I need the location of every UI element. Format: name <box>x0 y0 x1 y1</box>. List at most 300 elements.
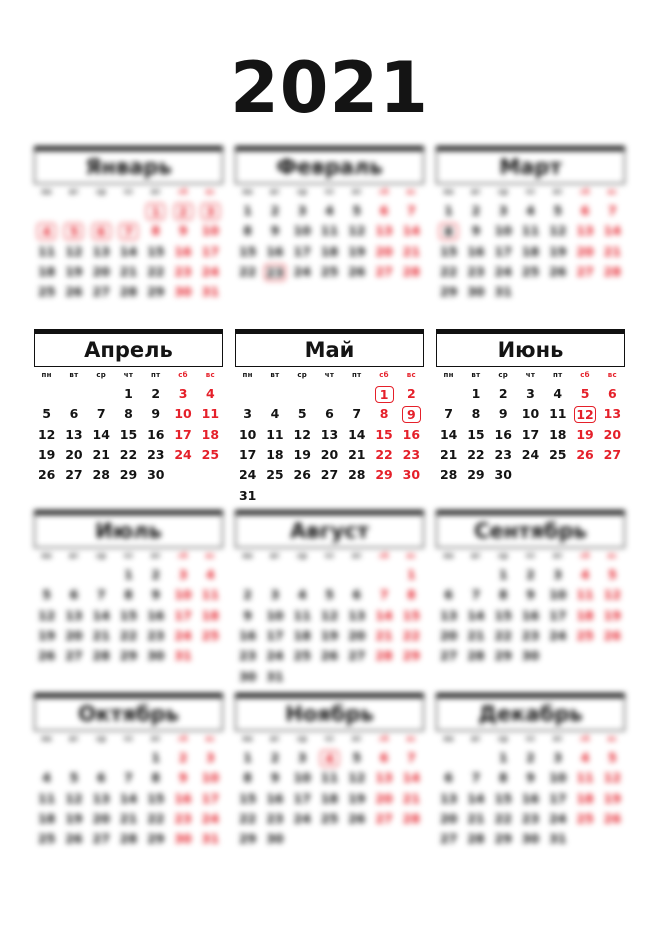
empty-cell <box>261 565 288 585</box>
day-cell: 19 <box>37 628 56 644</box>
month-name: Июль <box>95 519 162 543</box>
day-cell: 17 <box>174 426 192 442</box>
empty-cell <box>115 748 142 768</box>
month-block <box>33 146 224 302</box>
day-cell: 14 <box>92 426 110 442</box>
holiday-marker: 5 <box>64 223 83 240</box>
weekday-label: сб <box>379 552 389 560</box>
day-cell: 8 <box>498 770 508 786</box>
day-cell: 1 <box>243 203 252 219</box>
empty-cell <box>462 748 489 768</box>
day-cell: 22 <box>147 264 165 280</box>
day-cell: 12 <box>37 426 56 442</box>
day-cell: 2 <box>151 386 161 402</box>
weekday-header <box>234 367 425 383</box>
day-cell: 30 <box>266 831 284 847</box>
day-cell: 29 <box>467 467 485 483</box>
days-grid <box>435 383 626 485</box>
day-cell: 27 <box>375 264 393 280</box>
day-cell: 12 <box>603 587 622 603</box>
day-cell: 31 <box>549 831 567 847</box>
day-cell: 9 <box>270 770 280 786</box>
month-name: Декабрь <box>478 702 583 726</box>
day-cell: 8 <box>407 587 416 603</box>
empty-cell <box>234 384 261 404</box>
day-cell: 12 <box>348 223 366 239</box>
weekday-label: чт <box>123 188 134 196</box>
month-name: Май <box>304 338 355 362</box>
month-block <box>33 693 224 849</box>
holiday-marker: 6 <box>92 223 111 240</box>
day-cell: 15 <box>402 607 421 623</box>
day-cell: 15 <box>439 243 458 259</box>
day-cell: 16 <box>174 790 192 806</box>
weekday-label: вс <box>607 552 617 560</box>
day-cell: 28 <box>439 467 458 483</box>
day-cell: 13 <box>439 607 458 623</box>
empty-cell <box>343 565 370 585</box>
day-cell: 3 <box>553 567 563 583</box>
day-cell: 10 <box>549 770 567 786</box>
day-cell: 12 <box>549 223 567 239</box>
day-cell: 15 <box>375 426 393 442</box>
empty-cell <box>88 201 115 221</box>
day-cell: 11 <box>266 426 284 442</box>
day-cell: 20 <box>348 628 366 644</box>
weekday-label: вс <box>607 371 617 379</box>
day-cell: 15 <box>467 426 485 442</box>
year-title: 2021 <box>230 47 429 129</box>
empty-cell <box>60 565 87 585</box>
day-cell: 1 <box>498 750 508 766</box>
day-cell: 25 <box>37 284 56 300</box>
empty-cell <box>435 748 462 768</box>
day-cell: 5 <box>69 770 79 786</box>
weekday-header <box>435 731 626 747</box>
day-cell: 12 <box>603 770 622 786</box>
day-cell: 16 <box>266 243 284 259</box>
days-grid <box>234 747 425 849</box>
day-cell: 29 <box>119 467 138 483</box>
day-cell: 11 <box>576 587 594 603</box>
empty-cell <box>88 748 115 768</box>
empty-cell <box>435 384 462 404</box>
weekday-label: ср <box>96 371 107 379</box>
day-cell: 10 <box>521 406 540 422</box>
month-block <box>435 510 626 666</box>
day-cell: 1 <box>151 750 161 766</box>
day-cell: 9 <box>243 607 252 623</box>
day-cell: 19 <box>348 790 366 806</box>
month-block <box>33 510 224 666</box>
day-cell: 18 <box>320 790 339 806</box>
day-cell: 20 <box>92 811 110 827</box>
days-grid <box>234 383 425 506</box>
day-cell: 27 <box>92 284 110 300</box>
day-cell: 11 <box>37 790 56 806</box>
empty-cell <box>462 565 489 585</box>
day-cell: 4 <box>270 406 280 422</box>
day-cell: 29 <box>402 648 421 664</box>
day-cell: 28 <box>603 264 622 280</box>
day-cell: 1 <box>471 386 481 402</box>
day-cell: 6 <box>444 587 453 603</box>
weekday-label: чт <box>525 188 536 196</box>
day-cell <box>88 221 115 241</box>
empty-cell <box>370 565 397 585</box>
day-cell: 23 <box>266 811 284 827</box>
holiday-marker: 4 <box>320 750 339 767</box>
day-cell: 13 <box>603 406 622 422</box>
day-cell: 24 <box>521 447 540 463</box>
weekday-label: сб <box>580 552 590 560</box>
day-cell: 18 <box>201 607 220 623</box>
day-cell: 18 <box>293 628 311 644</box>
days-grid <box>435 747 626 849</box>
weekday-label: чт <box>123 735 134 743</box>
weekday-label: пт <box>151 735 161 743</box>
day-cell: 13 <box>375 223 393 239</box>
weekday-label: пн <box>242 371 253 379</box>
day-cell: 25 <box>37 831 56 847</box>
day-cell: 13 <box>348 607 366 623</box>
weekday-label: вт <box>270 188 280 196</box>
day-cell: 22 <box>147 811 165 827</box>
weekday-header <box>435 184 626 200</box>
weekday-label: сб <box>178 735 188 743</box>
day-cell: 23 <box>467 264 485 280</box>
month-name: Август <box>290 519 369 543</box>
day-cell: 3 <box>297 203 307 219</box>
day-cell: 8 <box>379 406 389 422</box>
day-cell: 1 <box>243 750 252 766</box>
day-cell: 30 <box>521 648 540 664</box>
day-cell: 31 <box>494 284 512 300</box>
day-cell: 15 <box>119 426 138 442</box>
day-cell: 5 <box>580 386 590 402</box>
weekday-header <box>234 184 425 200</box>
month-block <box>435 146 626 302</box>
day-cell: 25 <box>576 628 594 644</box>
day-cell: 30 <box>494 467 512 483</box>
day-cell: 22 <box>494 811 512 827</box>
day-cell: 25 <box>201 628 220 644</box>
month-header <box>436 329 625 367</box>
empty-cell <box>33 565 60 585</box>
month-block <box>435 329 626 485</box>
day-cell: 31 <box>201 831 220 847</box>
day-cell: 10 <box>293 770 311 786</box>
weekday-label: пт <box>352 371 362 379</box>
month-name: Ноябрь <box>285 702 374 726</box>
day-cell: 20 <box>375 243 393 259</box>
day-cell: 6 <box>608 386 617 402</box>
month-block <box>234 146 425 282</box>
day-cell: 21 <box>119 811 138 827</box>
day-cell: 4 <box>297 587 307 603</box>
empty-cell <box>289 384 316 404</box>
day-cell: 2 <box>178 750 188 766</box>
day-cell: 19 <box>576 426 594 442</box>
day-cell: 14 <box>348 426 366 442</box>
day-cell: 18 <box>549 426 567 442</box>
weekday-label: вт <box>69 552 79 560</box>
weekday-label: вс <box>406 371 416 379</box>
month-block <box>33 329 224 485</box>
day-cell: 1 <box>444 203 453 219</box>
month-header <box>34 510 223 548</box>
day-cell: 29 <box>494 648 512 664</box>
day-cell: 23 <box>147 447 165 463</box>
weekday-label: пн <box>242 552 253 560</box>
day-cell: 28 <box>119 284 138 300</box>
day-cell: 13 <box>65 607 83 623</box>
weekday-label: ср <box>297 188 308 196</box>
day-cell: 22 <box>119 628 138 644</box>
day-cell: 17 <box>549 790 567 806</box>
weekday-label: пт <box>151 188 161 196</box>
day-cell: 19 <box>603 790 622 806</box>
day-cell: 18 <box>576 607 594 623</box>
day-cell: 2 <box>407 386 416 402</box>
day-cell: 18 <box>320 243 339 259</box>
day-cell: 24 <box>549 811 567 827</box>
day-cell: 21 <box>92 447 110 463</box>
day-cell: 4 <box>526 203 535 219</box>
weekday-label: ср <box>498 188 509 196</box>
day-cell: 7 <box>124 770 133 786</box>
day-cell: 24 <box>201 811 220 827</box>
weekday-label: вт <box>69 371 79 379</box>
day-cell: 14 <box>119 243 138 259</box>
day-cell: 25 <box>201 447 220 463</box>
weekday-header <box>234 548 425 564</box>
day-cell <box>60 221 87 241</box>
day-cell: 21 <box>348 447 366 463</box>
day-cell: 24 <box>174 628 192 644</box>
day-cell: 24 <box>238 467 257 483</box>
weekday-label: вс <box>406 552 416 560</box>
empty-cell <box>435 565 462 585</box>
day-cell: 5 <box>352 203 362 219</box>
day-cell: 23 <box>147 628 165 644</box>
day-cell: 10 <box>494 223 512 239</box>
day-cell: 13 <box>320 426 339 442</box>
day-cell: 17 <box>521 426 540 442</box>
holiday-marker: 2 <box>174 203 193 220</box>
day-cell: 20 <box>439 811 458 827</box>
day-cell: 30 <box>467 284 485 300</box>
day-cell: 6 <box>69 406 79 422</box>
holiday-marker: 8 <box>439 223 458 240</box>
month-name: Октябрь <box>78 702 179 726</box>
weekday-label: сб <box>178 552 188 560</box>
weekday-label: пт <box>553 735 563 743</box>
month-header <box>34 693 223 731</box>
day-cell: 23 <box>494 447 512 463</box>
day-cell <box>169 201 196 221</box>
holiday-marker: 9 <box>402 406 421 423</box>
day-cell: 4 <box>325 203 334 219</box>
day-cell: 19 <box>549 243 567 259</box>
weekday-label: чт <box>525 552 536 560</box>
day-cell: 9 <box>471 223 481 239</box>
day-cell: 30 <box>521 831 540 847</box>
month-name: Июнь <box>497 338 564 362</box>
day-cell: 27 <box>320 467 339 483</box>
day-cell: 16 <box>521 607 540 623</box>
day-cell: 16 <box>402 426 421 442</box>
day-cell: 21 <box>119 264 138 280</box>
weekday-label: вт <box>471 188 481 196</box>
weekday-label: ср <box>297 735 308 743</box>
day-cell: 25 <box>266 467 284 483</box>
day-cell: 25 <box>320 264 339 280</box>
weekday-label: вт <box>69 735 79 743</box>
day-cell: 13 <box>65 426 83 442</box>
day-cell: 19 <box>603 607 622 623</box>
day-cell: 9 <box>151 406 161 422</box>
empty-cell <box>316 565 343 585</box>
holiday-marker: 3 <box>201 203 220 220</box>
day-cell: 8 <box>471 406 481 422</box>
day-cell: 6 <box>580 203 590 219</box>
day-cell: 15 <box>494 607 512 623</box>
day-cell: 13 <box>92 790 110 806</box>
day-cell: 5 <box>42 406 51 422</box>
holiday-marker: 12 <box>576 406 594 422</box>
day-cell: 24 <box>494 264 512 280</box>
day-cell: 9 <box>178 770 188 786</box>
day-cell: 11 <box>320 223 339 239</box>
weekday-header <box>435 548 626 564</box>
day-cell: 19 <box>348 243 366 259</box>
day-cell: 1 <box>124 386 133 402</box>
month-header <box>34 146 223 184</box>
day-cell: 29 <box>439 284 458 300</box>
empty-cell <box>88 565 115 585</box>
day-cell: 6 <box>325 406 334 422</box>
weekday-label: пт <box>553 371 563 379</box>
day-cell: 4 <box>580 750 590 766</box>
day-cell: 6 <box>379 203 389 219</box>
day-cell: 15 <box>494 790 512 806</box>
day-cell: 18 <box>201 426 220 442</box>
day-cell: 3 <box>243 406 252 422</box>
day-cell: 2 <box>526 750 535 766</box>
weekday-label: вт <box>270 552 280 560</box>
day-cell: 30 <box>147 467 165 483</box>
day-cell: 11 <box>293 607 311 623</box>
day-cell: 26 <box>37 648 56 664</box>
day-cell: 20 <box>375 790 393 806</box>
day-cell: 3 <box>553 750 563 766</box>
day-cell: 5 <box>608 750 617 766</box>
day-cell: 24 <box>549 628 567 644</box>
day-cell: 21 <box>467 811 485 827</box>
weekday-label: ср <box>498 552 509 560</box>
weekday-label: пт <box>352 552 362 560</box>
day-cell: 4 <box>206 567 215 583</box>
weekday-label: ср <box>498 371 509 379</box>
empty-cell <box>60 384 87 404</box>
day-cell: 16 <box>467 243 485 259</box>
days-grid <box>234 564 425 687</box>
day-cell: 18 <box>266 447 284 463</box>
day-cell: 23 <box>174 811 192 827</box>
day-cell: 26 <box>293 467 311 483</box>
day-cell: 14 <box>375 607 393 623</box>
day-cell: 13 <box>92 243 110 259</box>
day-cell: 5 <box>297 406 307 422</box>
day-cell: 7 <box>407 203 416 219</box>
weekday-header <box>435 367 626 383</box>
day-cell: 18 <box>37 811 56 827</box>
weekday-label: пт <box>352 735 362 743</box>
day-cell: 4 <box>206 386 215 402</box>
day-cell: 1 <box>124 567 133 583</box>
weekday-label: вс <box>406 735 416 743</box>
weekday-label: вт <box>270 371 280 379</box>
weekday-label: пт <box>553 552 563 560</box>
day-cell: 22 <box>494 628 512 644</box>
day-cell: 17 <box>201 790 220 806</box>
day-cell: 9 <box>526 587 535 603</box>
weekday-label: пн <box>242 735 253 743</box>
day-cell: 28 <box>348 467 366 483</box>
day-cell: 26 <box>37 467 56 483</box>
day-cell: 15 <box>147 790 165 806</box>
day-cell: 2 <box>270 750 280 766</box>
day-cell: 17 <box>201 243 220 259</box>
day-cell: 12 <box>320 607 339 623</box>
day-cell: 20 <box>439 628 458 644</box>
day-cell: 26 <box>603 628 622 644</box>
day-cell: 23 <box>521 811 540 827</box>
day-cell: 19 <box>65 811 83 827</box>
day-cell: 14 <box>402 770 421 786</box>
day-cell <box>33 221 60 241</box>
weekday-header <box>33 367 224 383</box>
weekday-label: сб <box>580 735 590 743</box>
day-cell: 8 <box>243 770 252 786</box>
day-cell: 11 <box>37 243 56 259</box>
day-cell: 8 <box>124 587 133 603</box>
day-cell: 14 <box>92 607 110 623</box>
day-cell: 7 <box>96 406 106 422</box>
day-cell: 18 <box>37 264 56 280</box>
day-cell: 3 <box>206 750 215 766</box>
day-cell: 19 <box>65 264 83 280</box>
day-cell: 16 <box>266 790 284 806</box>
weekday-label: сб <box>379 371 389 379</box>
day-cell: 21 <box>402 790 421 806</box>
day-cell: 21 <box>375 628 393 644</box>
weekday-label: пн <box>41 371 52 379</box>
day-cell: 28 <box>402 264 421 280</box>
weekday-label: вс <box>205 552 215 560</box>
day-cell: 1 <box>498 567 508 583</box>
day-cell: 22 <box>467 447 485 463</box>
weekday-label: сб <box>379 735 389 743</box>
month-header <box>235 146 424 184</box>
day-cell: 9 <box>178 223 188 239</box>
day-cell: 30 <box>147 648 165 664</box>
holiday-marker: 1 <box>146 203 165 220</box>
day-cell: 24 <box>201 264 220 280</box>
day-cell: 19 <box>37 447 56 463</box>
day-cell: 13 <box>375 770 393 786</box>
